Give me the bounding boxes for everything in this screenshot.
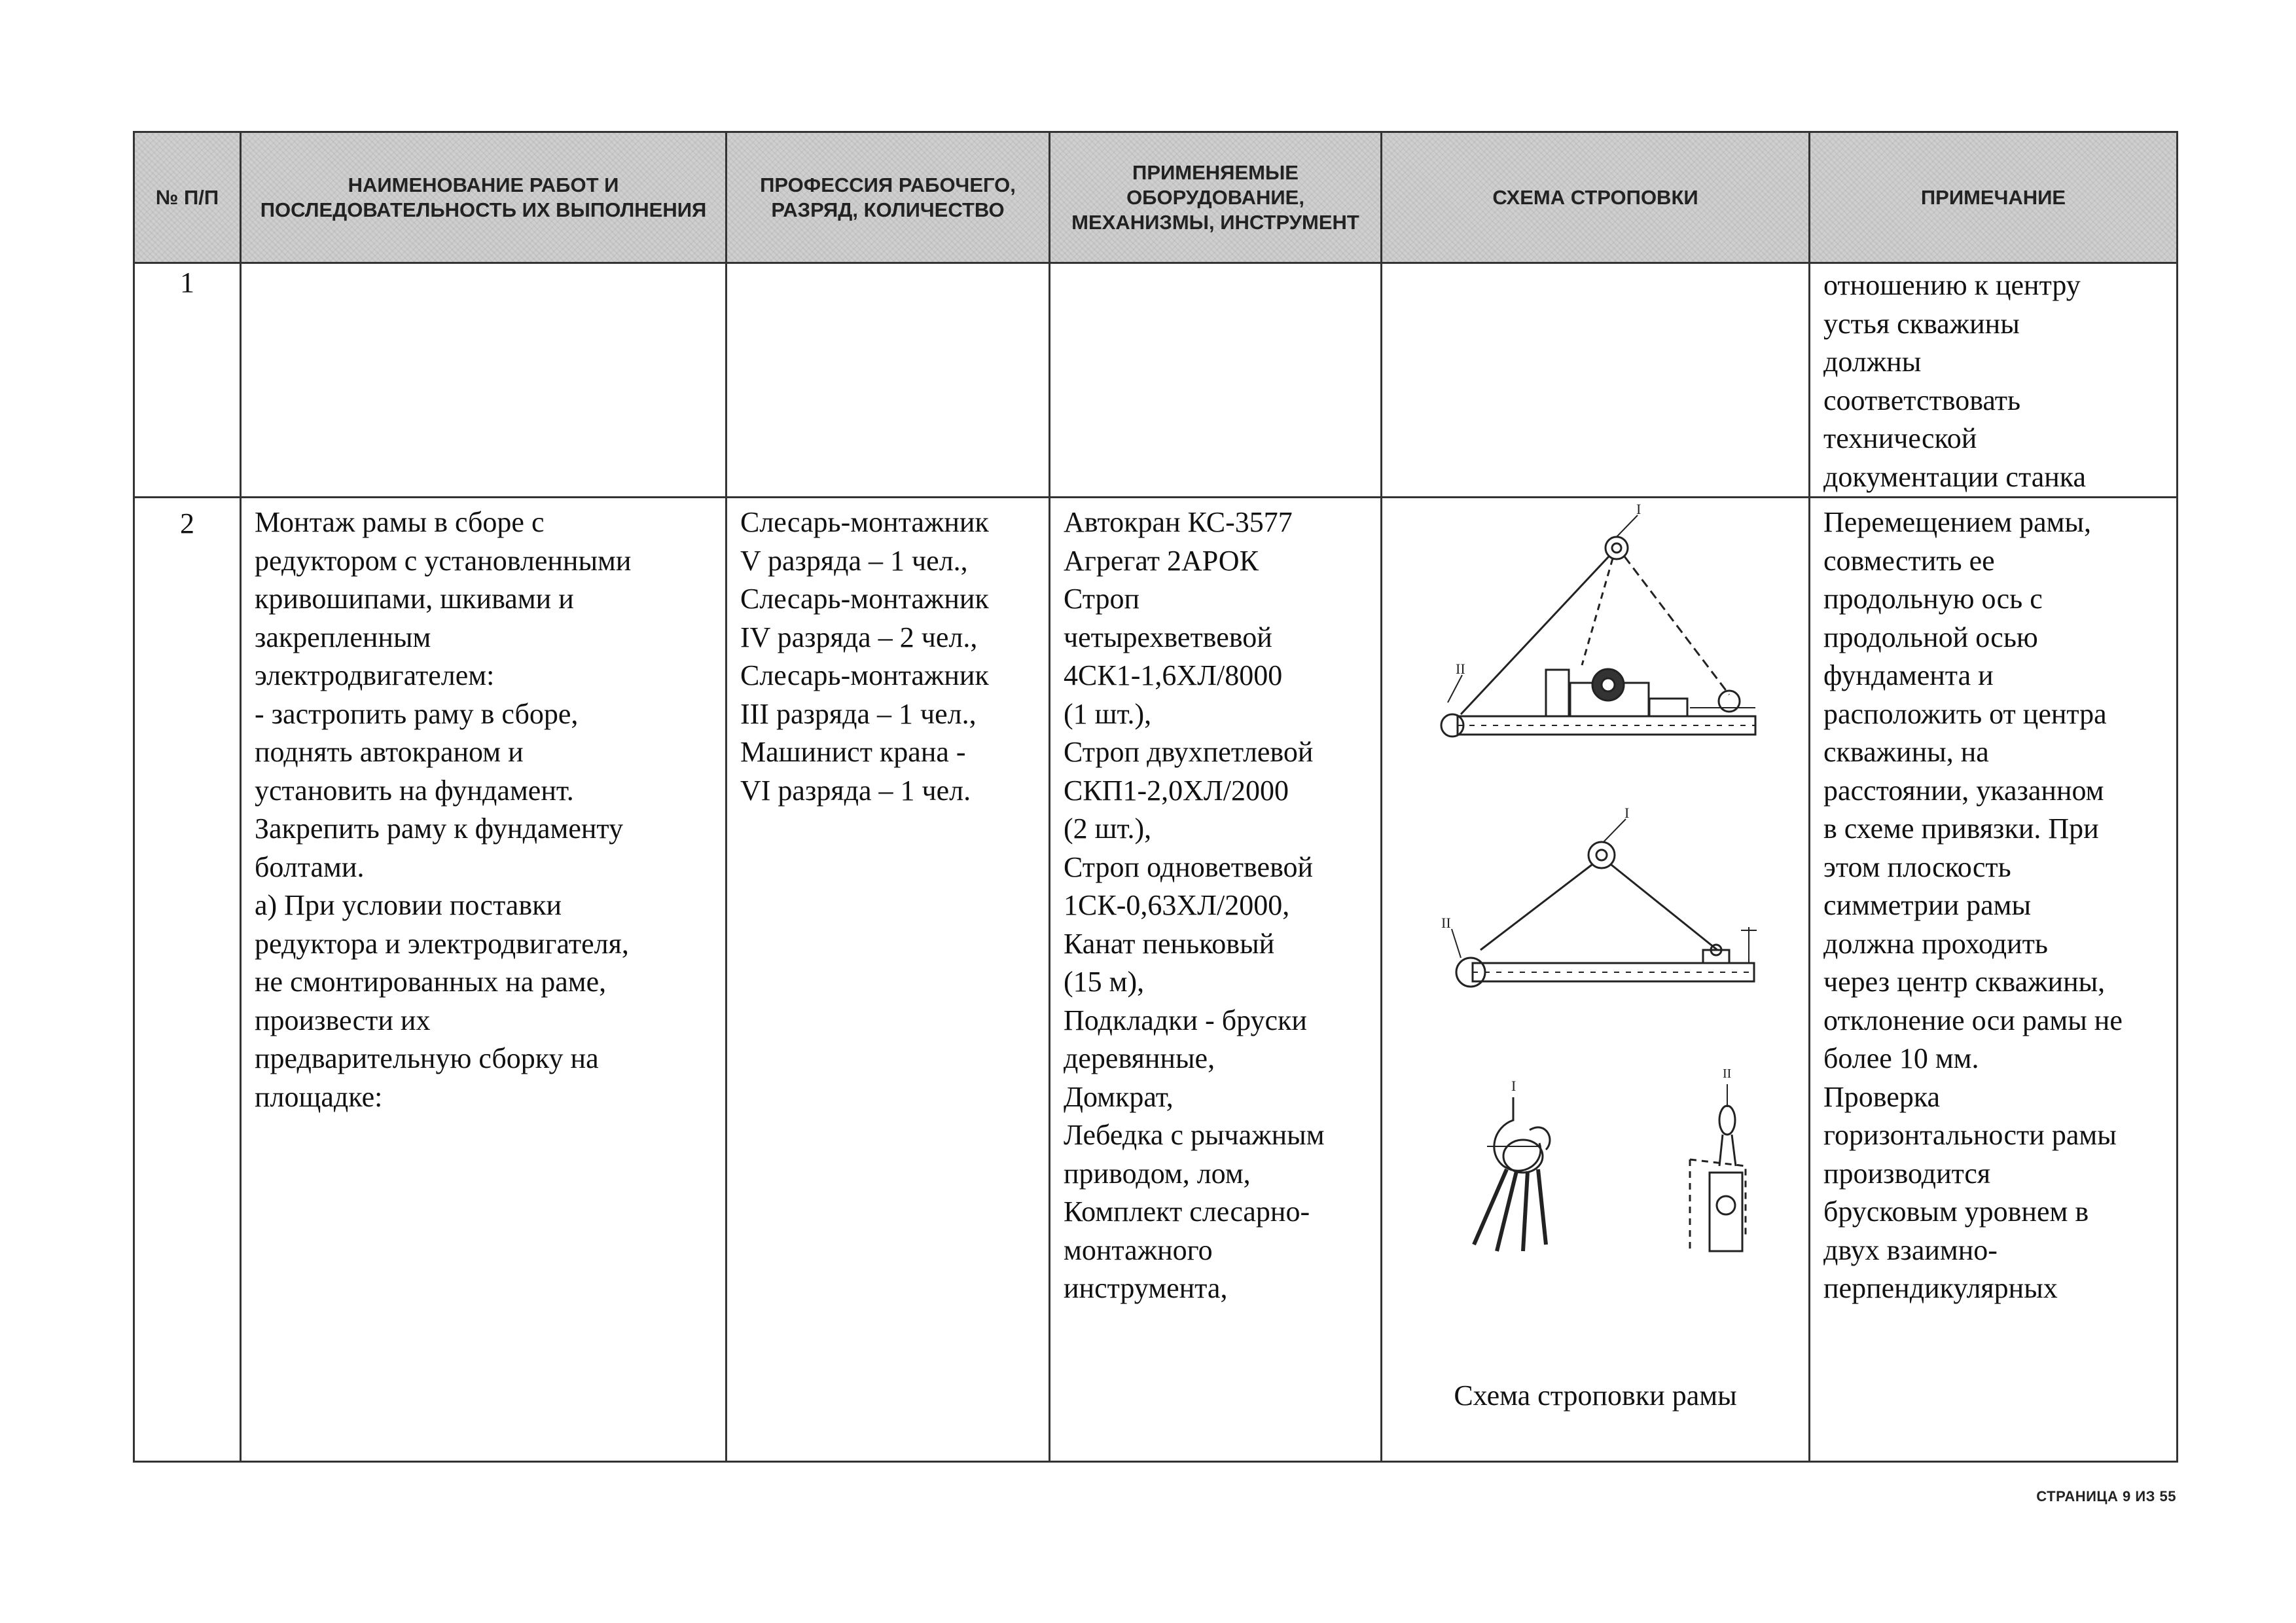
scheme-label-hook-detail: I <box>1511 1078 1516 1094</box>
row-2-workers: Слесарь-монтажник V разряда – 1 чел., Слесарь-монтажник IV разряда – 2 чел., Слесарь-монтажник III разряда – 1 чел., Машинист крана - VI разряда – 1 чел. <box>740 506 989 807</box>
sling-leg <box>1480 865 1592 950</box>
reducer-block <box>1703 950 1729 963</box>
row-1-equipment-cell <box>1050 263 1382 498</box>
scheme-label-top-hook: I <box>1636 501 1641 517</box>
row-1-works <box>242 264 725 269</box>
loop-sling-detail <box>1690 1067 1746 1251</box>
sling-leg-dashed <box>1582 558 1613 665</box>
row-2-workers-cell <box>726 498 1050 1462</box>
header-row <box>134 132 2178 263</box>
loop-pin <box>1717 1196 1735 1214</box>
sling-leg-dashed <box>1624 556 1729 695</box>
crane-hook-ring-inner <box>1612 543 1621 553</box>
work-table <box>133 131 2178 1463</box>
row-2-note-cell <box>1810 498 2178 1462</box>
header-equipment: ПРИМЕНЯЕМЫЕ ОБОРУДОВАНИЕ, МЕХАНИЗМЫ, ИНСТРУМЕНТ <box>1050 132 1382 263</box>
hook-shape <box>1494 1097 1541 1171</box>
row-2-note: Перемещением рамы, совместить ее продольную ось с продольной осью фундамента и расположить от центра скважины, на расстоянии, указанном в схеме привязки. При этом плоскость симметрии рамы должна проходить через центр скважины, отклонение оси рамы не более 10 мм. Проверка горизонтальности рамы производится брусковым уровнем в двух взаимно- перпендикулярных <box>1823 506 2123 1304</box>
reducer-support <box>1546 670 1569 716</box>
row-2-scheme-cell <box>1382 498 1810 1462</box>
row-2-works-cell <box>241 498 726 1462</box>
header-works: НАИМЕНОВАНИЕ РАБОТ И ПОСЛЕДОВАТЕЛЬНОСТЬ ИХ ВЫПОЛНЕНИЯ <box>241 132 726 263</box>
row-2-num-cell <box>134 498 241 1462</box>
frame-end-loop <box>1456 958 1485 987</box>
row-1-scheme-cell <box>1382 263 1810 498</box>
row-1-works-cell <box>241 263 726 498</box>
sling-leg <box>1523 1171 1528 1251</box>
crane-hook-ring-inner <box>1596 850 1607 860</box>
crane-hook-ring <box>1588 842 1615 868</box>
crane-hook-ring <box>1605 537 1628 559</box>
frame-sling-scheme-top <box>1441 501 1755 737</box>
header-num: № П/П <box>134 132 241 263</box>
scheme-label-mid-side: II <box>1441 915 1451 931</box>
row-1-workers-cell <box>726 263 1050 498</box>
frame-sling-scheme-middle <box>1441 805 1757 987</box>
sling-leg <box>1611 865 1717 950</box>
scheme-label-mid-hook: I <box>1624 805 1630 821</box>
table-row <box>134 498 2178 1462</box>
row-1-equipment <box>1050 264 1380 269</box>
row-2-works: Монтаж рамы в сборе с редуктором с установленными кривошипами, шкивами и закрепленным электродвигателем: - застропить раму в сборе, поднять автокраном и установить на фундамент. Закрепить раму к фундаменту болтами. а) При условии поставки редуктора и электродвигателя, не смонтированных на раме, произвести их предварительную сборку на площадке: <box>255 506 632 1113</box>
header-scheme: СХЕМА СТРОПОВКИ <box>1382 132 1810 263</box>
loop-ring <box>1719 1106 1735 1135</box>
row-2-equipment: Автокран КС-3577 Агрегат 2АРОК Строп четырехветвевой 4СК1-1,6ХЛ/8000 (1 шт.), Строп двухпетлевой СКП1-2,0ХЛ/2000 (2 шт.), Строп одноветвевой 1СК-0,63ХЛ/2000, Канат пеньковый (15 м), Подкладки - бруски деревянные, Домкрат, Лебедка с рычажным приводом, лом, Комплект слесарно- монтажного инструмента, <box>1064 506 1325 1304</box>
scheme-label-top-side: II <box>1456 661 1465 677</box>
motor-block <box>1649 699 1687 716</box>
row-1-note-cell <box>1810 263 2178 498</box>
row-1-num: 1 <box>180 266 194 299</box>
row-1-note: отношению к центру устья скважины должны соответствовать технической документации станка <box>1823 269 2087 493</box>
frame-end-pulley <box>1719 691 1740 712</box>
sling-leg <box>1461 556 1609 714</box>
scheme-label-loop-detail: II <box>1723 1067 1732 1081</box>
table-row <box>134 263 2178 498</box>
hook-detail-four-leg <box>1474 1078 1550 1251</box>
row-2-equipment-cell <box>1050 498 1382 1462</box>
sling-leg <box>1538 1169 1546 1245</box>
header-workers: ПРОФЕССИЯ РАБОЧЕГО, РАЗРЯД, КОЛИЧЕСТВО <box>726 132 1050 263</box>
row-2-num: 2 <box>180 507 194 539</box>
frame-beam <box>1458 716 1755 735</box>
scheme-caption: Схема строповки рамы <box>1454 1379 1737 1412</box>
row-1-num-cell <box>134 263 241 498</box>
page-number: СТРАНИЦА 9 ИЗ 55 <box>2036 1488 2176 1504</box>
rigging-scheme-drawing <box>1382 498 1810 1461</box>
row-1-workers <box>727 264 1049 269</box>
header-note: ПРИМЕЧАНИЕ <box>1810 132 2178 263</box>
